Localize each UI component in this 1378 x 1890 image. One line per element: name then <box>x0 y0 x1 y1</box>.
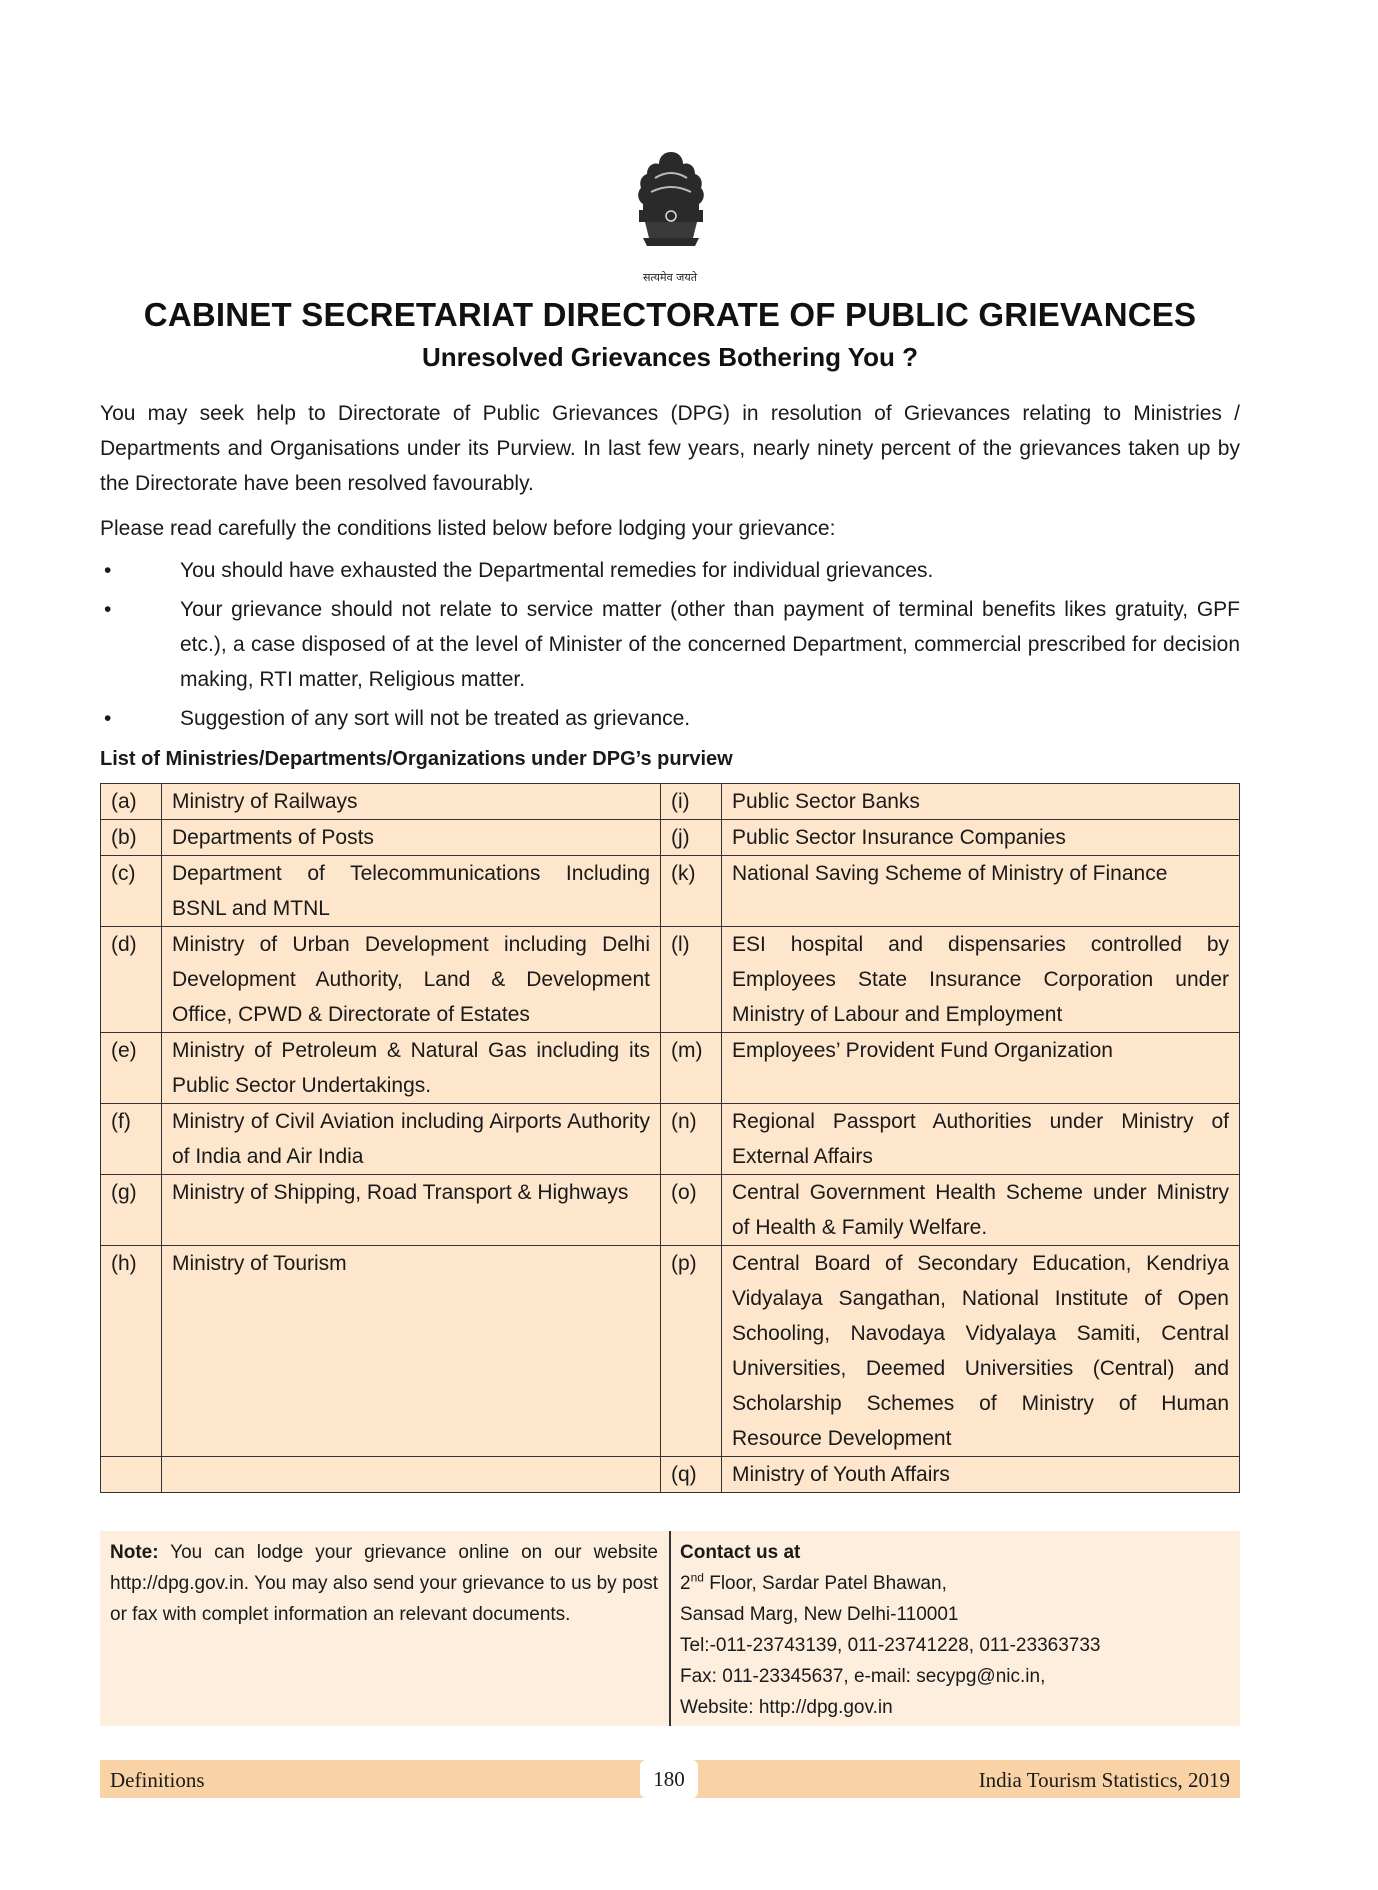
note-section <box>110 1537 658 1630</box>
note-contact-box <box>100 1531 1240 1726</box>
page-subtitle: Unresolved Grievances Bothering You ? <box>421 342 919 372</box>
table-row: (b) Departments of Posts (j) Public Sector Insurance Companies <box>101 820 1240 856</box>
table-row: (c) Department of Telecommunications Including BSNL and MTNL (k) National Saving Scheme of Ministry of Finance <box>101 856 1240 927</box>
note-label: Note: <box>110 1542 159 1563</box>
note-text: You can lodge your grievance online on our website http://dpg.gov.in. You may also send your grievance to us by post or fax with complet information an relevant documents. <box>110 1542 658 1625</box>
contact-fax-email: Fax: 011-23345637, e-mail: secypg@nic.in, <box>680 1666 1046 1687</box>
conditions-list <box>100 553 1240 740</box>
instruction-paragraph: Please read carefully the conditions listed below before lodging your grievance: <box>100 517 836 540</box>
list-item: • Your grievance should not relate to service matter (other than payment of terminal benefits likes gratuity, GPF etc.), a case disposed of at the level of Minister of the concerned Department, commercial prescribed for decision making, RTI matter, Religious matter. <box>100 592 1240 697</box>
emblem-motto: सत्यमेव जयते <box>642 271 697 284</box>
table-row: (f) Ministry of Civil Aviation including Airports Authority of India and Air India (n) Regional Passport Authorities under Ministry of External Affairs <box>101 1104 1240 1175</box>
bullet-icon: • <box>104 598 112 621</box>
page-number: 180 <box>640 1760 698 1798</box>
contact-address-line2: Sansad Marg, New Delhi-110001 <box>680 1604 959 1625</box>
bullet-icon: • <box>104 707 112 730</box>
contact-website: Website: http://dpg.gov.in <box>680 1697 893 1718</box>
table-row: (h) Ministry of Tourism (p) Central Board of Secondary Education, Kendriya Vidyalaya Sangathan, National Institute of Open Schooling, Navodaya Vidyalaya Samiti, Central Universities, Deemed Universities (Central) and Scholarship Schemes of Ministry of Human Resource Development <box>101 1246 1240 1457</box>
table-row: (g) Ministry of Shipping, Road Transport & Highways (o) Central Government Health Scheme under Ministry of Health & Family Welfare. <box>101 1175 1240 1246</box>
footer-section-title: Definitions <box>110 1768 205 1792</box>
table-row: (q) Ministry of Youth Affairs <box>101 1457 1240 1493</box>
table-row: (d) Ministry of Urban Development including Delhi Development Authority, Land & Development Office, CPWD & Directorate of Estates (l) ESI hospital and dispensaries controlled by Employees State Insurance Corporation under Ministry of Labour and Employment <box>101 927 1240 1033</box>
contact-section <box>680 1537 1230 1723</box>
table-row: (a) Ministry of Railways (i) Public Sector Banks <box>101 784 1240 820</box>
purview-list-heading: List of Ministries/Departments/Organizations under DPG’s purview <box>100 748 733 770</box>
national-emblem-icon <box>625 148 717 288</box>
contact-heading: Contact us at <box>680 1542 801 1563</box>
list-item: • Suggestion of any sort will not be treated as grievance. <box>100 701 1240 736</box>
table-row: (e) Ministry of Petroleum & Natural Gas including its Public Sector Undertakings. (m) Employees’ Provident Fund Organization <box>101 1033 1240 1104</box>
list-item: • You should have exhausted the Departmental remedies for individual grievances. <box>100 553 1240 588</box>
box-divider <box>669 1531 671 1726</box>
footer-publication-title: India Tourism Statistics, 2019 <box>978 1768 1230 1792</box>
purview-table <box>100 783 1240 1493</box>
intro-paragraph: You may seek help to Directorate of Public Grievances (DPG) in resolution of Grievances relating to Ministries / Departments and Organisations under its Purview. In last few years, nearly ninety percent of the grievances taken up by the Directorate have been resolved favourably. <box>100 402 1240 495</box>
contact-tel: Tel:-011-23743139, 011-23741228, 011-23363733 <box>680 1635 1101 1656</box>
bullet-icon: • <box>104 559 112 582</box>
page-footer <box>100 1760 1240 1798</box>
page-title: CABINET SECRETARIAT DIRECTORATE OF PUBLIC GRIEVANCES <box>143 296 1197 333</box>
contact-address-line1: 2nd Floor, Sardar Patel Bhawan, <box>680 1570 947 1594</box>
